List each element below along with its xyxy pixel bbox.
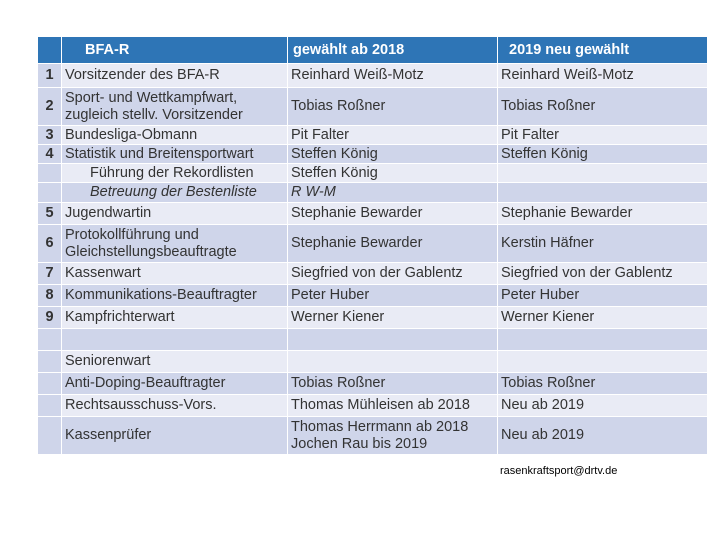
member-2019-cell <box>498 164 708 183</box>
role-line: zugleich stellv. Vorsitzender <box>65 106 243 123</box>
table-row <box>38 145 708 164</box>
role-cell: Anti-Doping-Beauftragter <box>62 373 288 395</box>
row-number: 9 <box>38 307 62 329</box>
table-row <box>38 203 708 225</box>
member-2018-cell <box>288 351 498 373</box>
table-row <box>38 351 708 373</box>
role-cell <box>62 329 288 351</box>
header-num-cell <box>38 37 62 64</box>
member-2019-cell: Pit Falter <box>498 126 708 145</box>
row-number <box>38 395 62 417</box>
role-line: Protokollführung und <box>65 226 199 243</box>
member-2019-cell <box>498 329 708 351</box>
member-2018-cell: R W-M <box>288 183 498 203</box>
row-number: 6 <box>38 225 62 263</box>
member-line: Thomas Herrmann ab 2018 <box>291 418 469 435</box>
member-line: Jochen Rau bis 2019 <box>291 435 428 452</box>
role-cell: Jugendwartin <box>62 203 288 225</box>
member-2019-cell: Tobias Roßner <box>498 88 708 126</box>
role-line: Sport- und Wettkampfwart, <box>65 89 238 106</box>
member-2019-cell <box>498 351 708 373</box>
member-2019-cell: Werner Kiener <box>498 307 708 329</box>
member-2019-cell: Steffen König <box>498 145 708 164</box>
member-2018-cell <box>288 417 498 455</box>
table-row <box>38 373 708 395</box>
row-number: 8 <box>38 285 62 307</box>
member-2019-cell <box>498 183 708 203</box>
header-2018: gewählt ab 2018 <box>288 37 498 64</box>
member-2018-cell: Reinhard Weiß-Motz <box>288 64 498 88</box>
table-row <box>38 329 708 351</box>
role-cell: Kampfrichterwart <box>62 307 288 329</box>
row-number: 2 <box>38 88 62 126</box>
member-2018-cell: Werner Kiener <box>288 307 498 329</box>
row-number <box>38 373 62 395</box>
row-number <box>38 351 62 373</box>
officials-table <box>37 36 708 455</box>
role-cell: Statistik und Breitensportwart <box>62 145 288 164</box>
role-cell: Seniorenwart <box>62 351 288 373</box>
row-number: 7 <box>38 263 62 285</box>
member-2018-cell: Steffen König <box>288 164 498 183</box>
table-row <box>38 183 708 203</box>
member-2018-cell: Stephanie Bewarder <box>288 203 498 225</box>
role-cell: Bundesliga-Obmann <box>62 126 288 145</box>
member-2019-cell: Neu ab 2019 <box>498 417 708 455</box>
member-2019-cell: Reinhard Weiß-Motz <box>498 64 708 88</box>
role-cell: Vorsitzender des BFA-R <box>62 64 288 88</box>
header-2019: 2019 neu gewählt <box>498 37 708 64</box>
member-2018-cell: Tobias Roßner <box>288 88 498 126</box>
role-cell: Kassenprüfer <box>62 417 288 455</box>
member-2019-cell: Kerstin Häfner <box>498 225 708 263</box>
table-row <box>38 263 708 285</box>
row-number: 5 <box>38 203 62 225</box>
member-2018-cell: Thomas Mühleisen ab 2018 <box>288 395 498 417</box>
table-row <box>38 126 708 145</box>
role-line: Gleichstellungsbeauftragte <box>65 243 237 260</box>
role-cell: Betreuung der Bestenliste <box>62 183 288 203</box>
member-2019-cell: Stephanie Bewarder <box>498 203 708 225</box>
table-row <box>38 417 708 455</box>
table-row <box>38 307 708 329</box>
member-2018-cell: Tobias Roßner <box>288 373 498 395</box>
row-number <box>38 183 62 203</box>
role-cell: Kommunikations-Beauftragter <box>62 285 288 307</box>
member-2019-cell: Siegfried von der Gablentz <box>498 263 708 285</box>
row-number <box>38 417 62 455</box>
member-2019-cell: Neu ab 2019 <box>498 395 708 417</box>
table-row <box>38 64 708 88</box>
role-cell: Kassenwart <box>62 263 288 285</box>
row-number: 1 <box>38 64 62 88</box>
header-bfa-r: BFA-R <box>62 37 288 64</box>
row-number: 3 <box>38 126 62 145</box>
member-2018-cell: Pit Falter <box>288 126 498 145</box>
row-number <box>38 329 62 351</box>
table-header-row <box>38 37 708 64</box>
member-2018-cell <box>288 329 498 351</box>
member-2018-cell: Steffen König <box>288 145 498 164</box>
role-cell <box>62 88 288 126</box>
row-number <box>38 164 62 183</box>
member-2019-cell: Peter Huber <box>498 285 708 307</box>
member-2018-cell: Stephanie Bewarder <box>288 225 498 263</box>
table-row <box>38 225 708 263</box>
member-2019-cell: Tobias Roßner <box>498 373 708 395</box>
member-2018-cell: Peter Huber <box>288 285 498 307</box>
table-row <box>38 285 708 307</box>
role-cell: Führung der Rekordlisten <box>62 164 288 183</box>
table-row <box>38 395 708 417</box>
row-number: 4 <box>38 145 62 164</box>
table-row <box>38 88 708 126</box>
role-cell: Rechtsausschuss-Vors. <box>62 395 288 417</box>
member-2018-cell: Siegfried von der Gablentz <box>288 263 498 285</box>
contact-email: rasenkraftsport@drtv.de <box>500 465 618 477</box>
role-cell <box>62 225 288 263</box>
table-row <box>38 164 708 183</box>
